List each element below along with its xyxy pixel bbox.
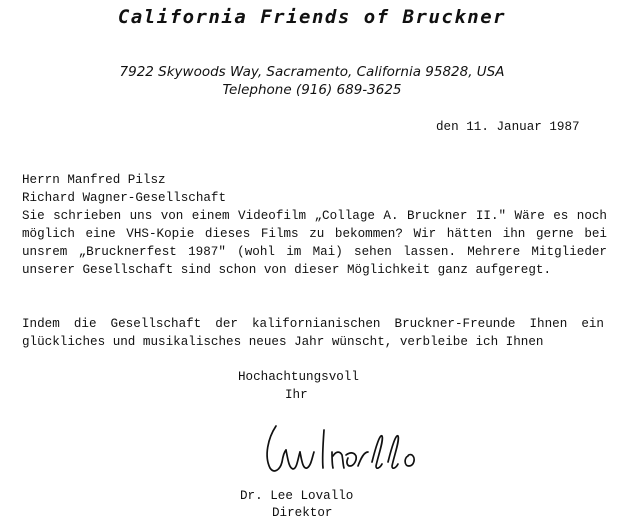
letterhead-telephone: Telephone (916) 689-3625 — [222, 82, 402, 98]
closing-salutation: Hochachtungsvoll — [238, 370, 359, 384]
signer-name: Dr. Lee Lovallo — [240, 489, 354, 503]
signer-title: Direktor — [272, 506, 333, 520]
body-paragraph-1: Sie schrieben uns von einem Videofilm „Collage A. Bruckner II." Wäre es noch möglich eine VHS-Kopie dieses Films zu bekommen? Wir hätten ihn gerne bei unsrem „Brucknerfest 1987" (wohl im Mai) sehen lassen. Mehrere Mitglieder unserer Gesellschaft sind schon von dieser Möglichkeit ganz aufgeregt. — [22, 209, 607, 277]
recipient-organization: Richard Wagner-Gesellschaft — [22, 191, 227, 205]
letterhead-title: California Friends of Bruckner — [117, 6, 507, 28]
letter-date: den 11. Januar 1987 — [436, 120, 580, 134]
recipient-name: Herrn Manfred Pilsz — [22, 173, 166, 187]
letterhead-address: 7922 Skywoods Way, Sacramento, California 95828, USA — [119, 64, 505, 80]
body-paragraph-2: Indem die Gesellschaft der kalifornianischen Bruckner-Freunde Ihnen ein glückliches und musikalisches neues Jahr wünscht, verbleibe ich Ihnen — [22, 317, 604, 349]
closing-ihr: Ihr — [285, 388, 308, 402]
handwritten-signature — [262, 422, 442, 478]
